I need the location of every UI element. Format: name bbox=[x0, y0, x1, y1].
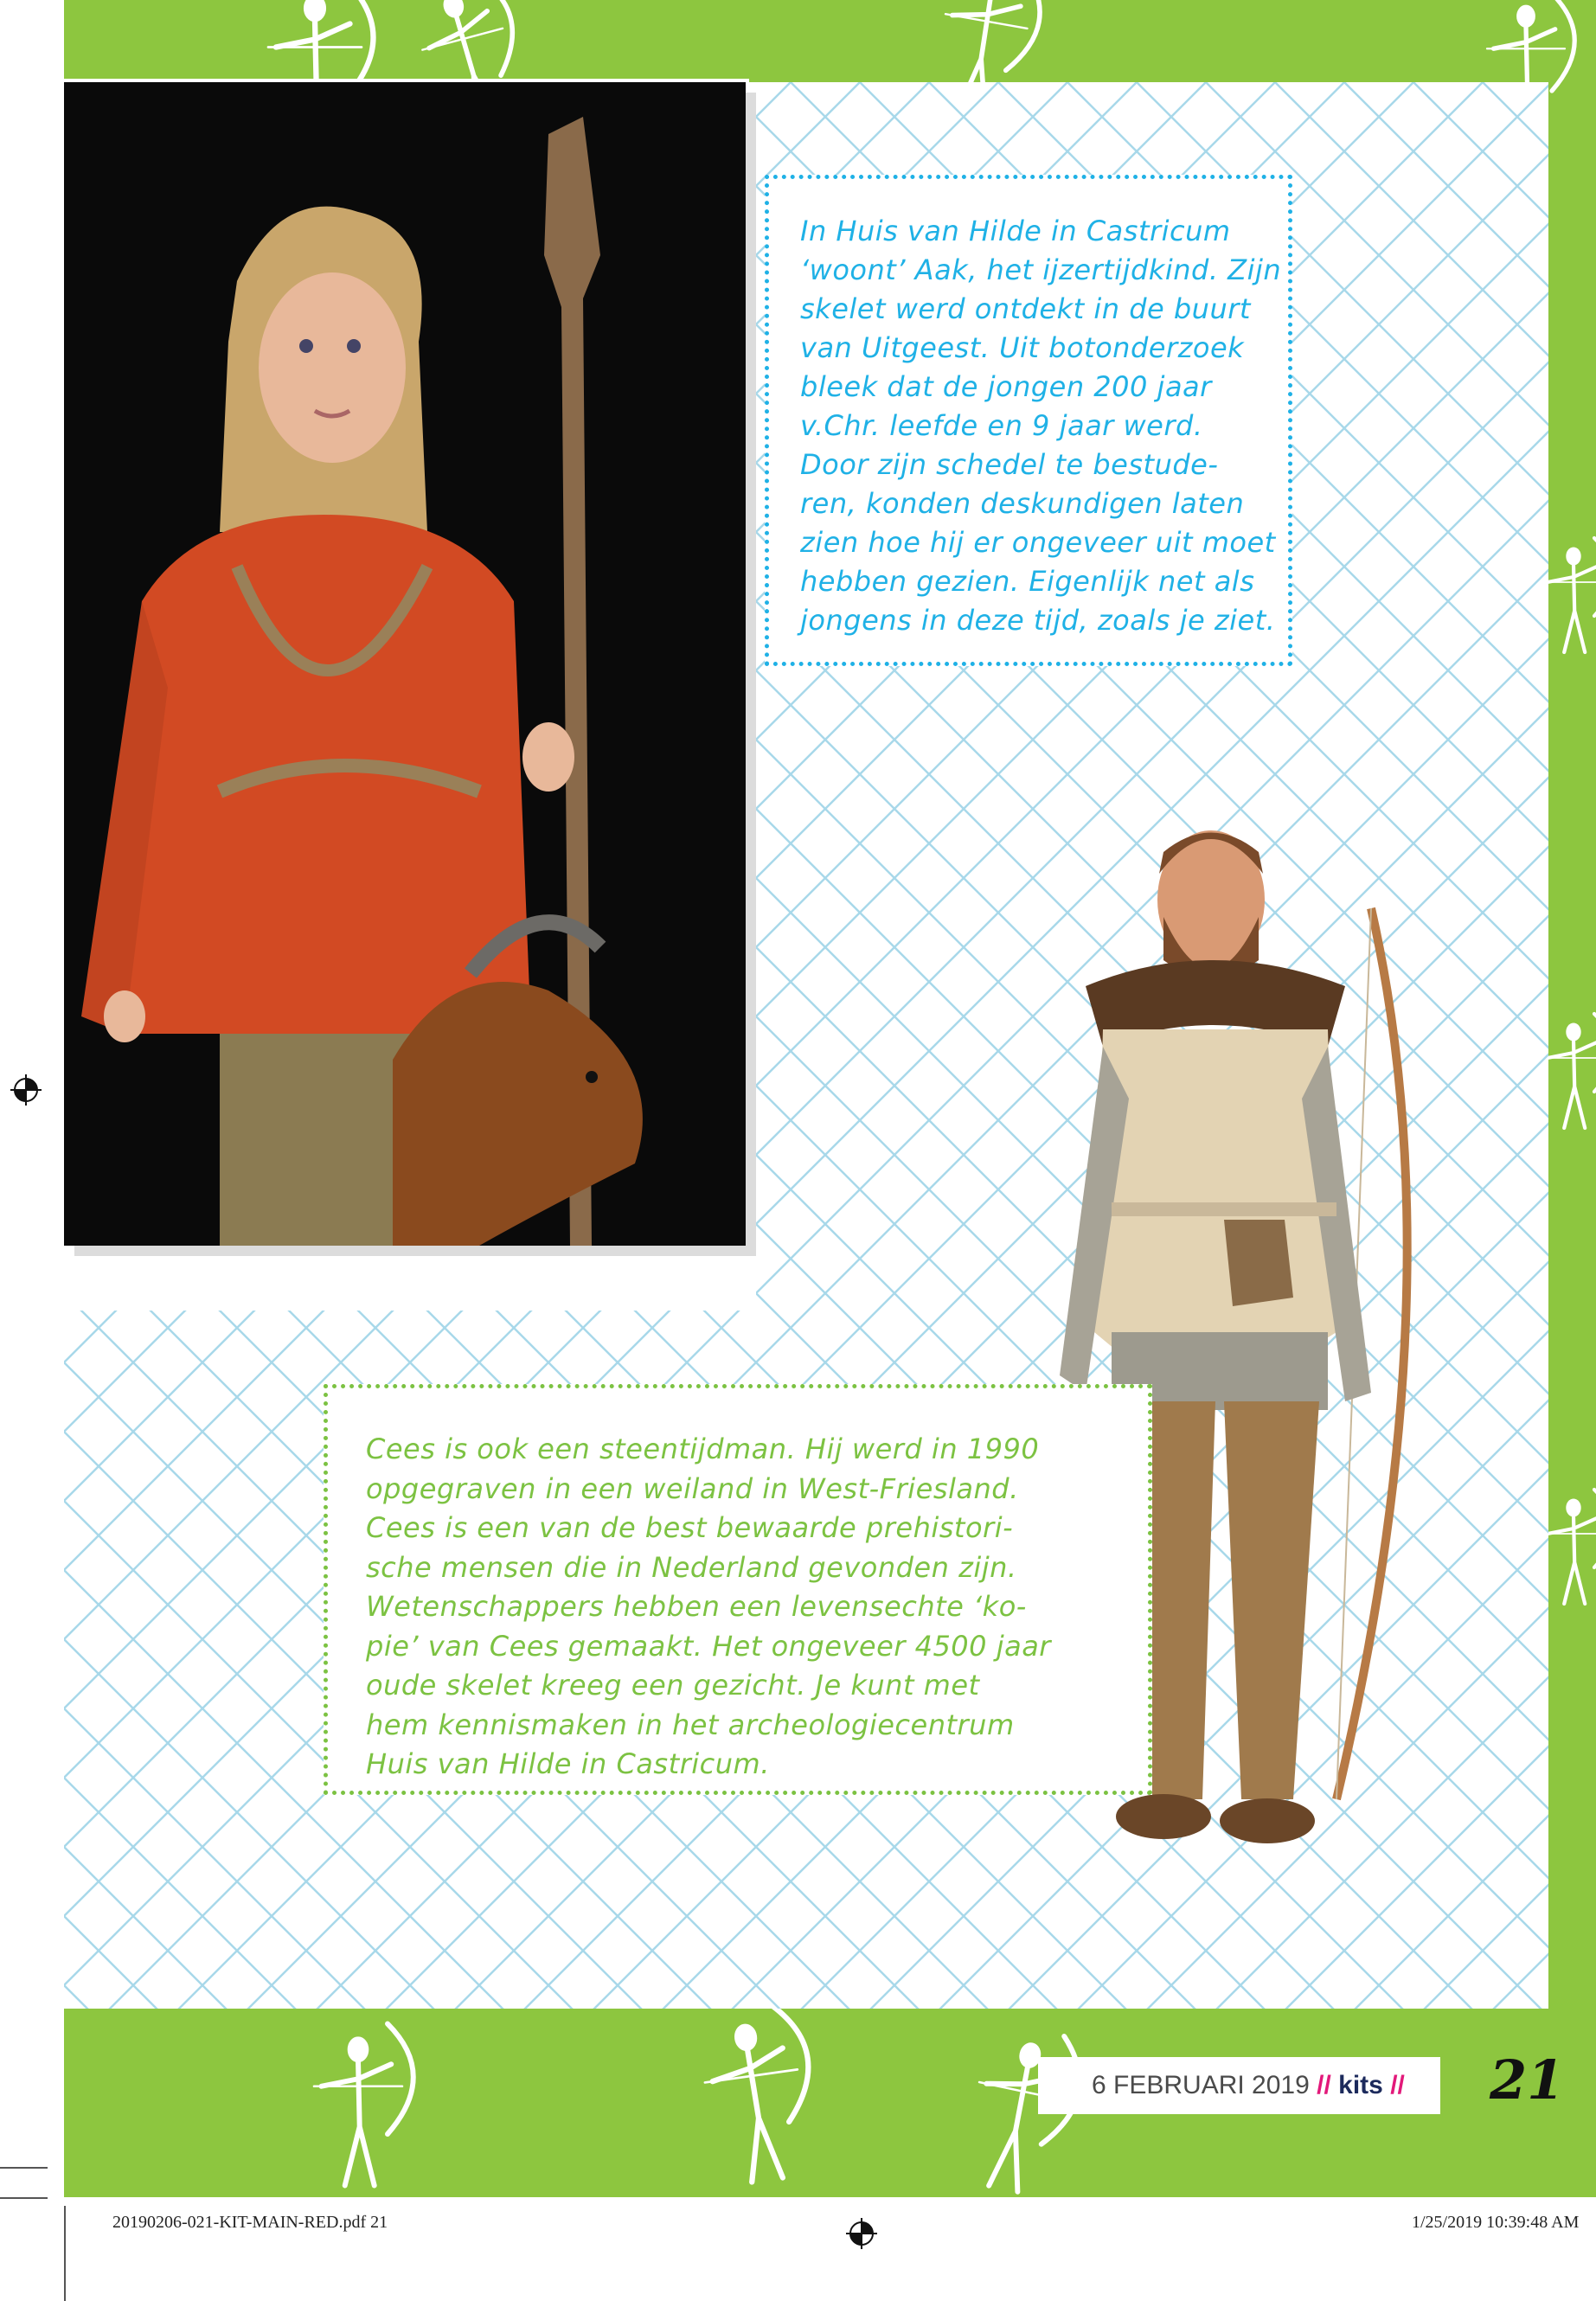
caption-line: Door zijn schedel te bestude- bbox=[800, 448, 1219, 481]
caption-line: bleek dat de jongen 200 jaar bbox=[800, 370, 1212, 403]
caption-line: sche mensen die in Nederland gevonden zijn. bbox=[366, 1550, 1017, 1584]
caption-line: oude skelet kreeg een gezicht. Je kunt met bbox=[366, 1669, 980, 1702]
caption-line: ‘woont’ Aak, het ijzertijdkind. Zijn bbox=[800, 253, 1282, 286]
caption-line: pie’ van Cees gemaakt. Het ongeveer 4500 jaar bbox=[366, 1629, 1051, 1663]
page-number: 21 bbox=[1490, 2048, 1565, 2112]
footer-issue bbox=[1092, 2064, 1405, 2107]
caption-line: Huis van Hilde in Castricum. bbox=[366, 1747, 770, 1780]
caption-line: jongens in deze tijd, zoals je ziet. bbox=[800, 604, 1276, 637]
caption-line: hem kennismaken in het archeologiecentrum bbox=[366, 1708, 1015, 1741]
caption-line: van Uitgeest. Uit botonderzoek bbox=[800, 331, 1245, 364]
caption-line: In Huis van Hilde in Castricum bbox=[800, 215, 1231, 247]
slug-timestamp: 1/25/2019 10:39:48 AM bbox=[1412, 2213, 1580, 2232]
separator-slashes: // bbox=[1317, 2071, 1331, 2099]
caption-line: hebben gezien. Eigenlijk net als bbox=[800, 565, 1255, 598]
caption-line: v.Chr. leefde en 9 jaar werd. bbox=[800, 409, 1203, 442]
caption-line: opgegraven in een weiland in West-Friesland. bbox=[366, 1471, 1019, 1505]
issue-date: 6 FEBRUARI 2019 bbox=[1092, 2071, 1310, 2099]
caption-aak bbox=[765, 175, 1292, 666]
separator-slashes: // bbox=[1390, 2071, 1405, 2099]
trim-mark bbox=[0, 2167, 48, 2169]
caption-cees bbox=[324, 1384, 1152, 1795]
caption-line: skelet werd ontdekt in de buurt bbox=[800, 292, 1251, 325]
caption-line: Cees is ook een steentijdman. Hij werd in 1990 bbox=[366, 1433, 1040, 1465]
registration-mark-icon bbox=[9, 1073, 43, 1107]
archer-figure-icon bbox=[1542, 1490, 1596, 1604]
caption-line: zien hoe hij er ongeveer uit moet bbox=[800, 526, 1276, 559]
trim-mark bbox=[64, 2206, 66, 2301]
archer-figure-icon bbox=[695, 2003, 824, 2187]
caption-line: Cees is een van de best bewaarde prehistori- bbox=[366, 1511, 1014, 1544]
registration-mark-icon bbox=[844, 2216, 879, 2251]
archer-figure-icon bbox=[1542, 538, 1596, 652]
archer-figure-icon bbox=[314, 2024, 413, 2186]
caption-line: Wetenschappers hebben een levensechte ‘ko- bbox=[366, 1590, 1027, 1623]
archer-figure-icon bbox=[1542, 1014, 1596, 1128]
photo-aak-iron-age-child bbox=[64, 82, 746, 1246]
slug-filename: 20190206-021-KIT-MAIN-RED.pdf 21 bbox=[112, 2213, 388, 2232]
trim-mark bbox=[0, 2197, 48, 2199]
caption-line: ren, konden deskundigen laten bbox=[800, 487, 1245, 520]
brand-name: kits bbox=[1338, 2071, 1383, 2099]
